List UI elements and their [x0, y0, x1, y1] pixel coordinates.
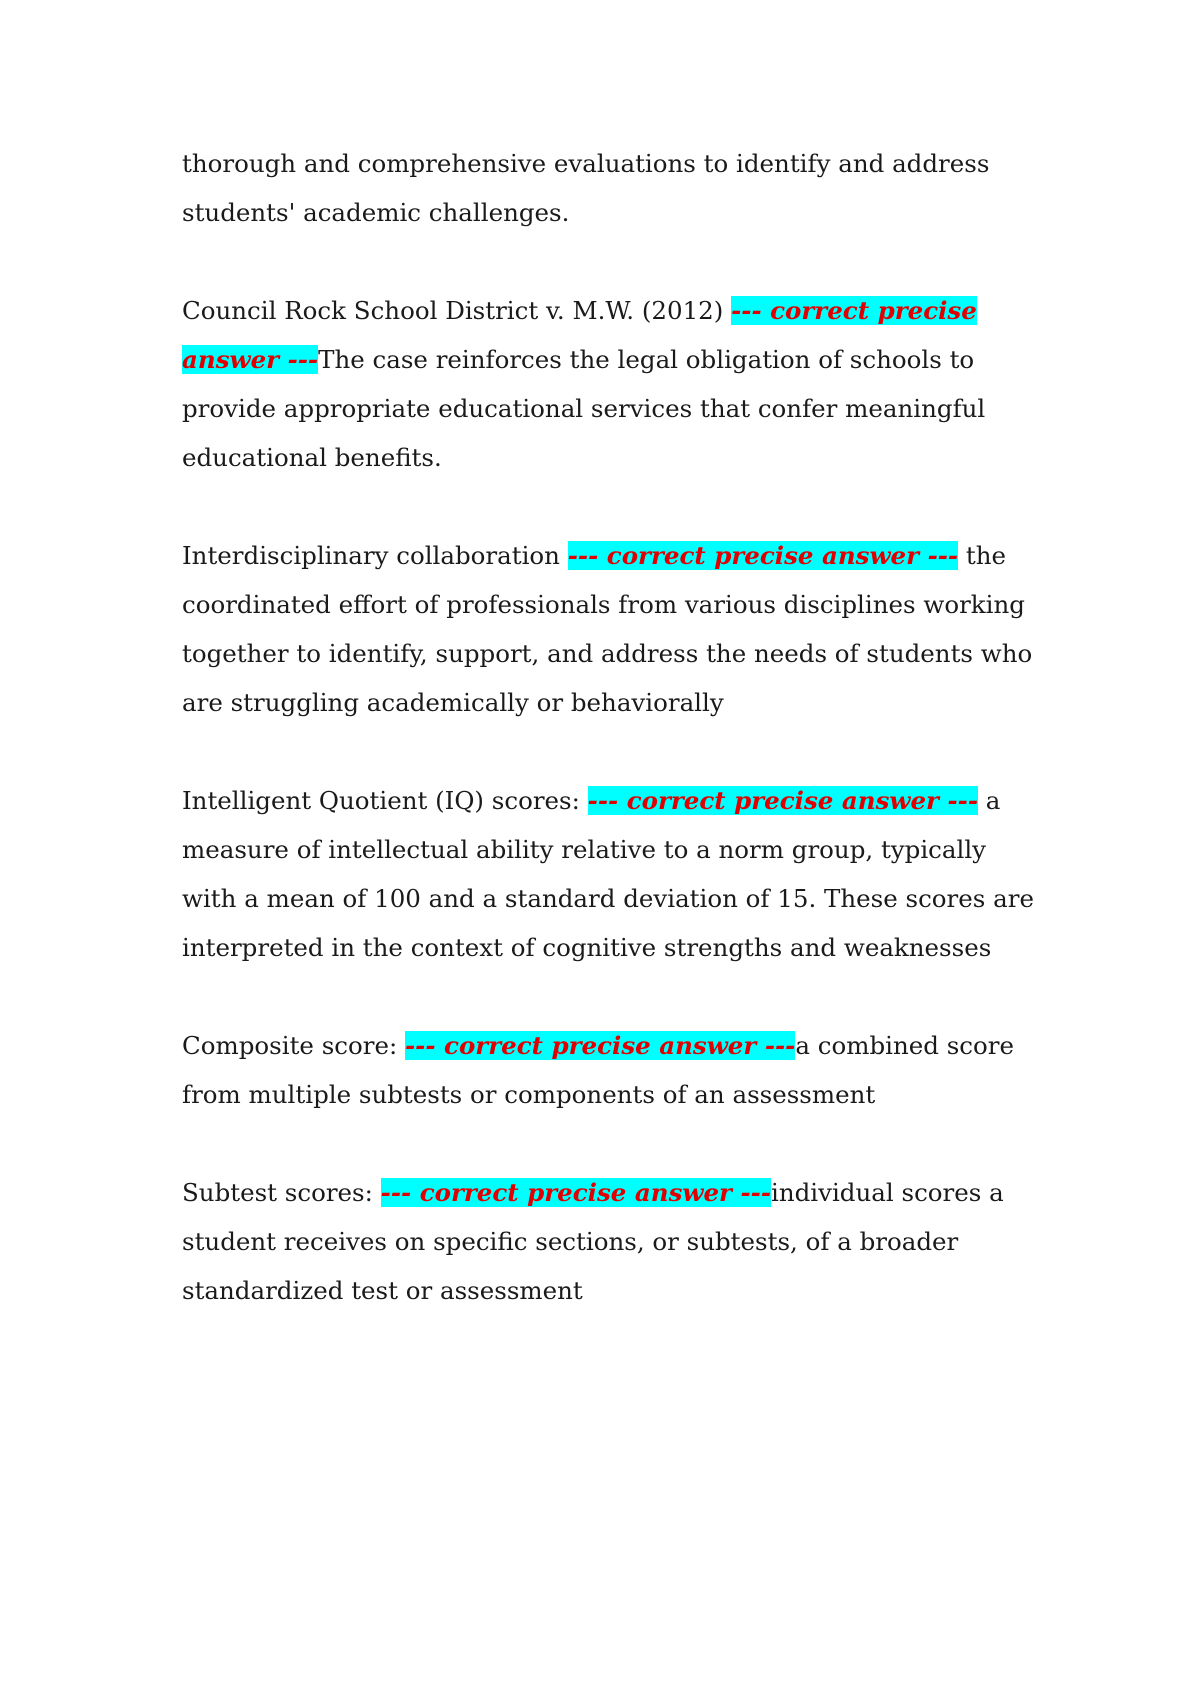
definition-text: The case reinforces the legal obligation of schools to provide appropriate educational services that confer meaningful educational benefits. [182, 345, 986, 472]
paragraph-composite-score [182, 1021, 1042, 1119]
answer-highlight: --- correct precise answer --- [182, 296, 977, 374]
term-text: Council Rock School District v. M.W. (2012) [182, 296, 732, 325]
definition-text: thorough and comprehensive evaluations to identify and address students' academic challenges. [182, 149, 990, 227]
term-text: Intelligent Quotient (IQ) scores: [182, 786, 588, 815]
paragraph-iq-scores [182, 776, 1042, 972]
answer-highlight: --- correct precise answer --- [567, 541, 959, 570]
paragraph-continuation [182, 139, 1042, 237]
answer-highlight: --- correct precise answer --- [405, 1031, 796, 1060]
answer-highlight: --- correct precise answer --- [587, 786, 978, 815]
definition-text: the coordinated effort of professionals from various disciplines working together to identify, support, and address the needs of students who are struggling academically or behaviorally [182, 541, 1033, 717]
document-body [182, 139, 1042, 1364]
term-text: Interdisciplinary collaboration [182, 541, 568, 570]
definition-text: individual scores a student receives on specific sections, or subtests, of a broader standardized test or assessment [182, 1178, 1004, 1305]
answer-highlight: --- correct precise answer --- [380, 1178, 771, 1207]
definition-text: a combined score from multiple subtests or components of an assessment [182, 1031, 1014, 1109]
paragraph-interdisciplinary-collaboration [182, 531, 1042, 727]
paragraph-subtest-scores [182, 1168, 1042, 1315]
term-text: Subtest scores: [182, 1178, 381, 1207]
paragraph-council-rock [182, 286, 1042, 482]
term-text: Composite score: [182, 1031, 406, 1060]
definition-text: a measure of intellectual ability relative to a norm group, typically with a mean of 100 and a standard deviation of 15. These scores are interpreted in the context of cognitive strengths and weaknesses [182, 786, 1034, 962]
